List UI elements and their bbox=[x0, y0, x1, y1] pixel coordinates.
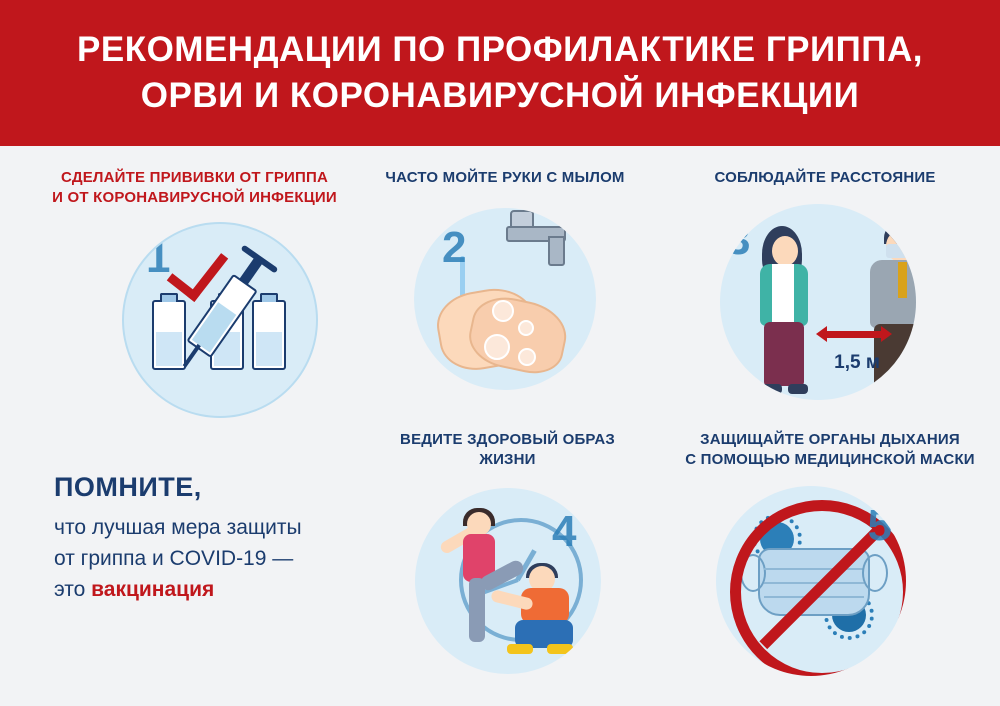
woman-shoe bbox=[762, 384, 782, 394]
step-card-5 bbox=[680, 430, 980, 676]
woman-trousers bbox=[764, 322, 804, 386]
faucet-spout bbox=[548, 236, 565, 266]
remember-line-3-prefix: это bbox=[54, 578, 92, 601]
distance-label: 1,5 м bbox=[834, 352, 880, 373]
step-card-4 bbox=[370, 430, 645, 674]
header-title-line-2: ОРВИ И КОРОНАВИРУСНОЙ ИНФЕКЦИИ bbox=[140, 76, 860, 115]
woman-shirt bbox=[772, 264, 794, 322]
face-mask-icon bbox=[886, 244, 916, 258]
remember-line-1: что лучшая мера защиты bbox=[54, 516, 302, 539]
remember-heading: ПОМНИТЕ, bbox=[54, 472, 202, 502]
soap-bubble-icon bbox=[492, 300, 514, 322]
step-card-3 bbox=[680, 168, 970, 400]
distance-arrow-icon bbox=[816, 326, 892, 342]
step-5-number: 5 bbox=[867, 501, 892, 550]
person-squatting-icon bbox=[499, 566, 595, 658]
squatting-shoe bbox=[507, 644, 533, 654]
header-title-line-1: РЕКОМЕНДАЦИИ ПО ПРОФИЛАКТИКЕ ГРИППА, bbox=[77, 30, 923, 69]
squatting-shoe bbox=[547, 644, 573, 654]
arrow-bar bbox=[824, 331, 884, 338]
woman-face bbox=[772, 236, 798, 266]
step-card-1 bbox=[52, 168, 337, 416]
step-1-illustration bbox=[124, 224, 316, 416]
step-4-number: 4 bbox=[552, 507, 577, 556]
step-2-title-line-1: ЧАСТО МОЙТЕ РУКИ С МЫЛОМ bbox=[385, 169, 625, 186]
soap-bubble-icon bbox=[518, 348, 536, 366]
syringe-icon bbox=[155, 234, 316, 404]
remember-line-3 bbox=[54, 574, 364, 605]
remember-accent-word: вакцинация bbox=[91, 578, 215, 601]
soap-bubble-icon bbox=[484, 334, 510, 360]
step-3-title-line-1: СОБЛЮДАЙТЕ РАССТОЯНИЕ bbox=[714, 169, 936, 186]
poster-body bbox=[0, 146, 1000, 706]
soap-bubble-icon bbox=[518, 320, 534, 336]
step-4-title-line-1: ВЕДИТЕ ЗДОРОВЫЙ ОБРАЗ ЖИЗНИ bbox=[400, 431, 615, 468]
remember-line-2: от гриппа и COVID-19 — bbox=[54, 547, 294, 570]
step-5-title-line-1: ЗАЩИЩАЙТЕ ОРГАНЫ ДЫХАНИЯ bbox=[700, 431, 960, 448]
man-tie bbox=[898, 262, 907, 298]
step-5-title-line-2: С ПОМОЩЬЮ МЕДИЦИНСКОЙ МАСКИ bbox=[685, 451, 975, 468]
faucet-icon bbox=[506, 216, 568, 276]
poster-header bbox=[0, 0, 1000, 146]
step-4-illustration bbox=[415, 488, 601, 674]
man-jacket bbox=[870, 260, 916, 328]
step-1-title-line-2: И ОТ КОРОНАВИРУСНОЙ ИНФЕКЦИИ bbox=[52, 189, 337, 206]
step-2-number: 2 bbox=[442, 223, 467, 272]
prohibition-slash bbox=[759, 524, 884, 649]
woman-shoe bbox=[788, 384, 808, 394]
arrow-head-right bbox=[881, 326, 892, 342]
step-3-number: 3 bbox=[726, 215, 751, 264]
step-3-illustration bbox=[720, 204, 916, 400]
man-shoe bbox=[908, 384, 916, 394]
step-5-illustration bbox=[716, 486, 906, 676]
step-2-illustration bbox=[414, 208, 596, 390]
step-1-title-line-1: СДЕЛАЙТЕ ПРИВИВКИ ОТ ГРИППА bbox=[61, 169, 328, 186]
remember-block bbox=[54, 472, 364, 605]
step-1-number: 1 bbox=[146, 233, 171, 282]
step-card-2 bbox=[370, 168, 640, 390]
footer-strip bbox=[0, 692, 1000, 706]
man-shoe bbox=[870, 384, 894, 394]
syringe-needle bbox=[183, 344, 201, 368]
